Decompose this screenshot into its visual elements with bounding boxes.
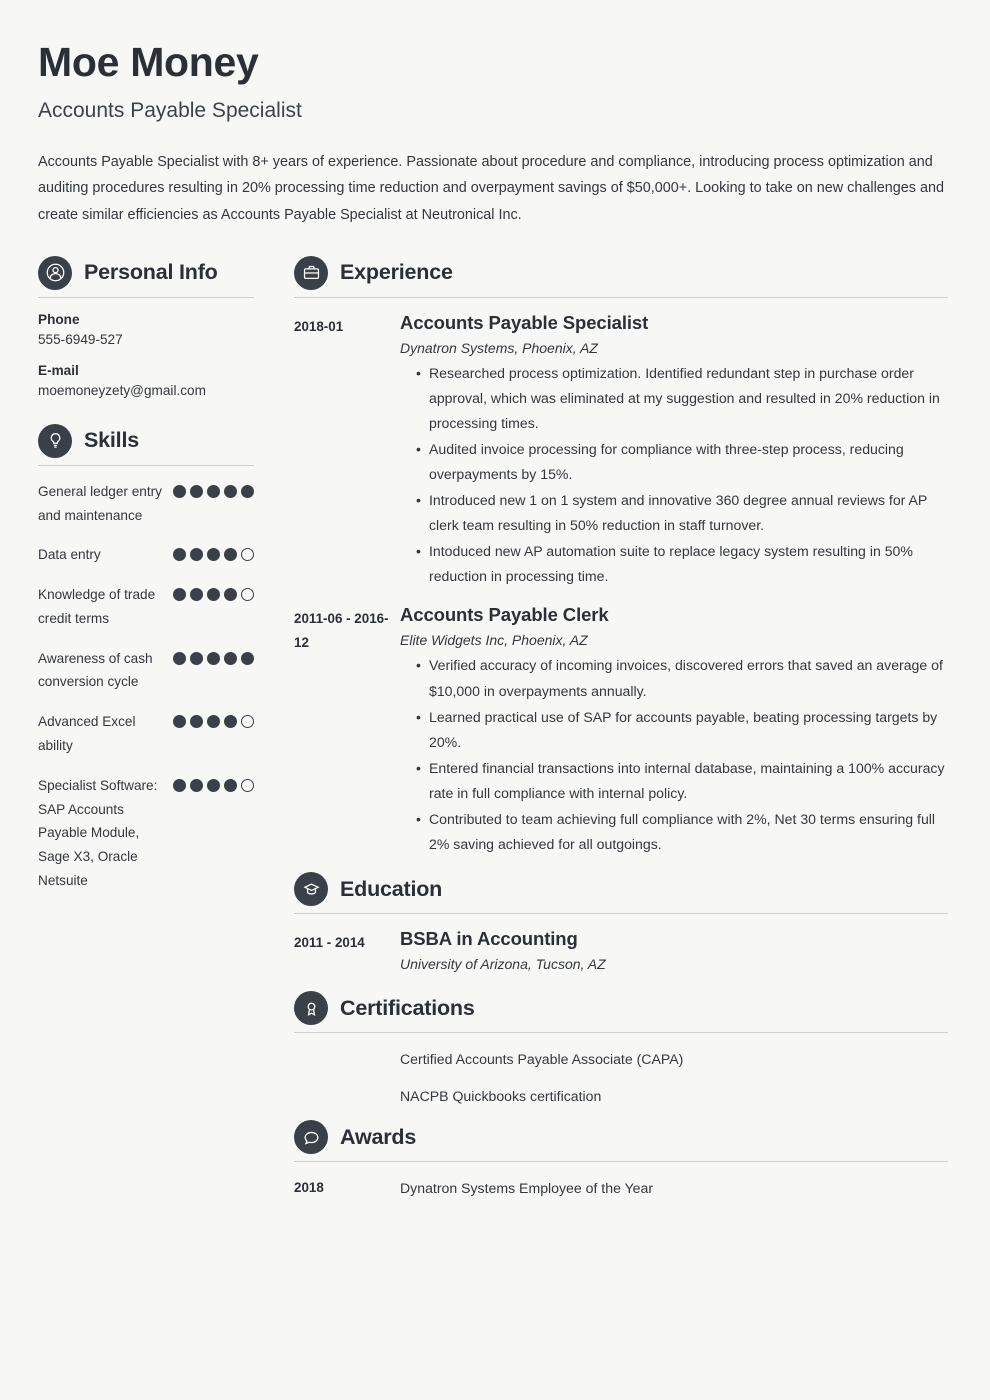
rating-dot [173, 485, 186, 498]
professional-summary: Accounts Payable Specialist with 8+ years of experience. Passionate about procedure and compliance, introducing process optimization and auditing procedures resulting in 20% processing time reduction and overpayment savings of $50,000+. Looking to take on new challenges and create similar efficiencies as Accounts Payable Specialist at Neutronical Inc. [38, 154, 944, 223]
rating-dot [241, 715, 254, 728]
bullet-item: • Introduced new 1 on 1 system and innovative 360 degree annual reviews for AP clerk team resulting in 50% reduction in staff turnover. [416, 488, 948, 538]
rating-dot [207, 548, 220, 561]
rating-dot [173, 548, 186, 561]
graduation-cap-icon [294, 872, 328, 906]
entry-date: 2011-06 - 2016-12 [294, 611, 389, 650]
rating-dot [224, 652, 237, 665]
phone-label: Phone [38, 311, 80, 327]
awards-title: Awards [340, 1124, 417, 1149]
entry-body [400, 604, 948, 858]
skill-name: Specialist Software: SAP Accounts Payable Module, Sage X3, Oracle Netsuite [38, 777, 158, 888]
skill-rating [171, 583, 254, 601]
speech-bubble-icon [294, 1120, 328, 1154]
email-label: E-mail [38, 362, 79, 378]
skills-title: Skills [84, 428, 139, 453]
email-value[interactable]: moemoneyzety@gmail.com [38, 382, 206, 398]
rating-dot [241, 652, 254, 665]
entry [294, 928, 948, 977]
skill-rating [171, 543, 254, 561]
bullet-item: • Entered financial transactions into internal database, maintaining a 100% accuracy rate in full compliance with internal policy. [416, 756, 948, 806]
awards-list [294, 1176, 948, 1201]
entry-title: Accounts Payable Specialist [400, 311, 649, 333]
certifications-title: Certifications [340, 995, 475, 1020]
rating-dot [173, 779, 186, 792]
phone-value: 555-6949-527 [38, 331, 123, 347]
rating-dot [224, 588, 237, 601]
main-column [290, 256, 948, 1215]
education-title: Education [340, 876, 443, 901]
skill-rating [171, 480, 254, 498]
entry-date: 2011 - 2014 [294, 935, 365, 951]
rating-dot [190, 588, 203, 601]
briefcase-icon [294, 256, 328, 290]
entry-body [400, 312, 948, 591]
rating-dot [190, 548, 203, 561]
rating-dot [241, 548, 254, 561]
bullet-item: • Learned practical use of SAP for accounts payable, beating processing targets by 20%. [416, 705, 948, 755]
experience-header [294, 256, 948, 290]
skill-row [38, 480, 254, 528]
skill-name: General ledger entry and maintenance [38, 483, 162, 523]
bullet-item: • Contributed to team achieving full compliance with 2%, Net 30 terms ensuring full 2% saving achieved for all outgoings. [416, 807, 948, 857]
bullet-item: • Verified accuracy of incoming invoices, discovered errors that saved an average of $10,000 in overpayments annually. [416, 653, 948, 703]
sidebar-column [38, 256, 290, 909]
skill-rating [171, 710, 254, 728]
personal-info-title: Personal Info [84, 260, 218, 285]
divider [294, 1032, 948, 1033]
rating-dot [224, 485, 237, 498]
entry-bullets [400, 653, 948, 857]
skill-row [38, 774, 254, 893]
divider [294, 1161, 948, 1162]
rating-dot [190, 652, 203, 665]
rating-dot [207, 652, 220, 665]
rating-dot [224, 715, 237, 728]
entry-title: BSBA in Accounting [400, 928, 578, 950]
rating-dot [207, 485, 220, 498]
skills-header [38, 424, 254, 458]
entry-subtitle: Elite Widgets Inc, Phoenix, AZ [400, 632, 588, 649]
skill-name: Awareness of cash conversion cycle [38, 650, 153, 690]
award-row [294, 1176, 948, 1201]
entry [294, 312, 948, 591]
skills-list [38, 480, 254, 893]
skill-row [38, 710, 254, 758]
bullet-item: • Audited invoice processing for compliance with three-step process, reducing overpayments by 15%. [416, 437, 948, 487]
certification-text: Certified Accounts Payable Associate (CAPA) [400, 1051, 684, 1068]
page-title: Moe Money [38, 39, 259, 85]
experience-title: Experience [340, 260, 453, 285]
education-list [294, 928, 948, 977]
rating-dot [224, 779, 237, 792]
skill-rating [171, 647, 254, 665]
entry-subtitle: Dynatron Systems, Phoenix, AZ [400, 339, 598, 356]
rating-dot [173, 588, 186, 601]
person-icon [38, 256, 72, 290]
personal-info-header [38, 256, 254, 290]
divider [294, 913, 948, 914]
body-columns [38, 256, 948, 1215]
divider [294, 297, 948, 298]
rating-dot [190, 779, 203, 792]
experience-list [294, 312, 948, 858]
rating-dot [241, 779, 254, 792]
award-text: Dynatron Systems Employee of the Year [400, 1180, 654, 1197]
rating-dot [224, 548, 237, 561]
rating-dot [207, 715, 220, 728]
certification-row [294, 1047, 948, 1072]
rating-dot [241, 485, 254, 498]
entry-title: Accounts Payable Clerk [400, 604, 609, 626]
certification-text: NACPB Quickbooks certification [400, 1087, 602, 1104]
rating-dot [173, 715, 186, 728]
skill-name: Knowledge of trade credit terms [38, 587, 156, 626]
skill-row [38, 647, 254, 695]
rating-dot [207, 588, 220, 601]
skill-name: Data entry [38, 547, 101, 563]
awards-header [294, 1120, 948, 1154]
certification-row [294, 1084, 948, 1109]
skill-name: Advanced Excel ability [38, 714, 136, 753]
certifications-list [294, 1047, 948, 1108]
bullet-item: • Intoduced new AP automation suite to replace legacy system resulting in 50% reduction in processing time. [416, 539, 948, 589]
skill-row [38, 543, 254, 567]
divider [38, 297, 254, 298]
rating-dot [173, 652, 186, 665]
award-date: 2018 [294, 1180, 324, 1196]
entry-subtitle: University of Arizona, Tucson, AZ [400, 956, 606, 973]
rating-dot [190, 715, 203, 728]
skill-row [38, 583, 254, 631]
certificate-icon [294, 991, 328, 1025]
lightbulb-icon [38, 424, 72, 458]
entry-date: 2018-01 [294, 318, 344, 334]
divider [38, 465, 254, 466]
entry-body [400, 928, 948, 977]
rating-dot [241, 588, 254, 601]
entry-bullets [400, 361, 948, 590]
education-header [294, 872, 948, 906]
bullet-item: • Researched process optimization. Identified redundant step in purchase order approval, which was eliminated at my suggestion and resulted in 20% reduction in processing times. [416, 361, 948, 436]
skill-rating [171, 774, 254, 792]
rating-dot [190, 485, 203, 498]
job-title: Accounts Payable Specialist [38, 99, 302, 123]
rating-dot [207, 779, 220, 792]
entry [294, 604, 948, 858]
certifications-header [294, 991, 948, 1025]
